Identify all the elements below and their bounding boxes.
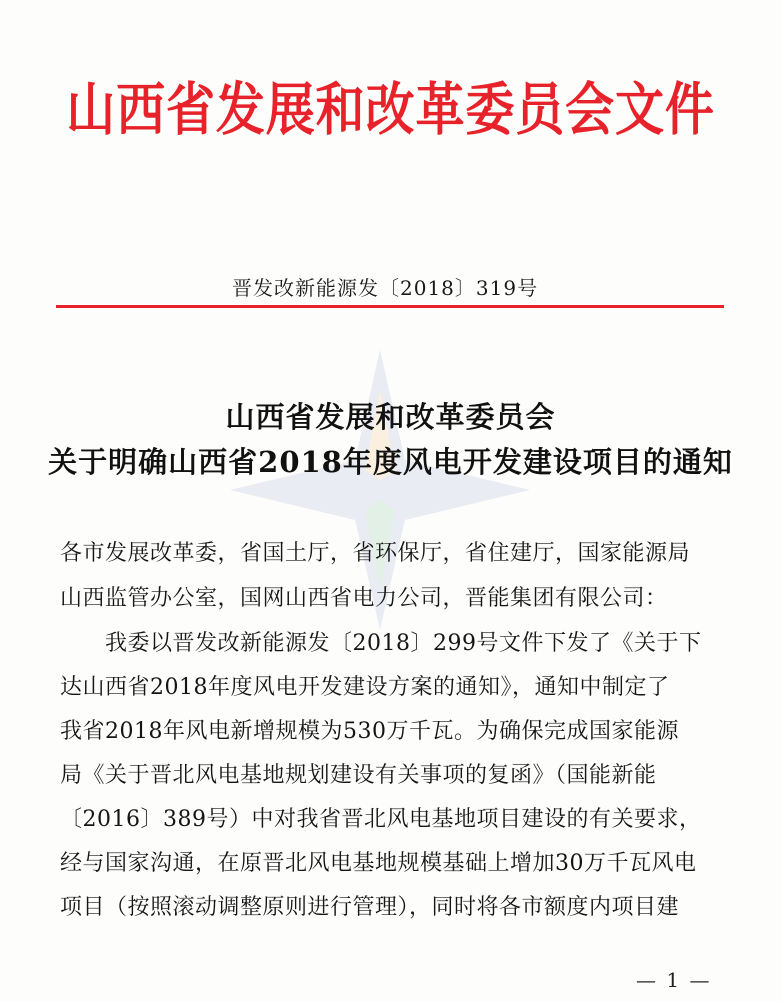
body-line: 山西监管办公室，国网山西省电力公司，晋能集团有限公司： [60,586,668,611]
issuer-header: 山西省发展和改革委员会文件 [66,76,715,143]
body-line: 经与国家沟通，在原晋北风电基地规模基础上增加30万千瓦风电 [60,851,697,876]
body-line: 各市发展改革委，省国土厅，省环保厅，省住建厅，国家能源局 [60,541,691,566]
document-number: 晋发改新能源发〔2018〕319号 [232,276,539,300]
header-divider [56,305,724,308]
body-line: 我委以晋发改新能源发〔2018〕299号文件下发了《关于下 [60,631,702,656]
document-title-line-2: 关于明确山西省2018年度风电开发建设项目的通知 [48,445,733,479]
body-line: 我省2018年风电新增规模为530万千瓦。为确保完成国家能源 [60,719,679,744]
page-number: — 1 — [636,968,712,992]
document-title-line-1: 山西省发展和改革委员会 [225,400,556,434]
body-line: 〔2016〕389号）中对我省晋北风电基地项目建设的有关要求， [60,807,702,832]
body-line: 达山西省2018年度风电开发建设方案的通知》，通知中制定了 [60,675,670,700]
body-line: 局《关于晋北风电基地规划建设有关事项的复函》（国能新能 [60,763,657,788]
body-line: 项目（按照滚动调整原则进行管理），同时将各市额度内项目建 [60,895,680,920]
